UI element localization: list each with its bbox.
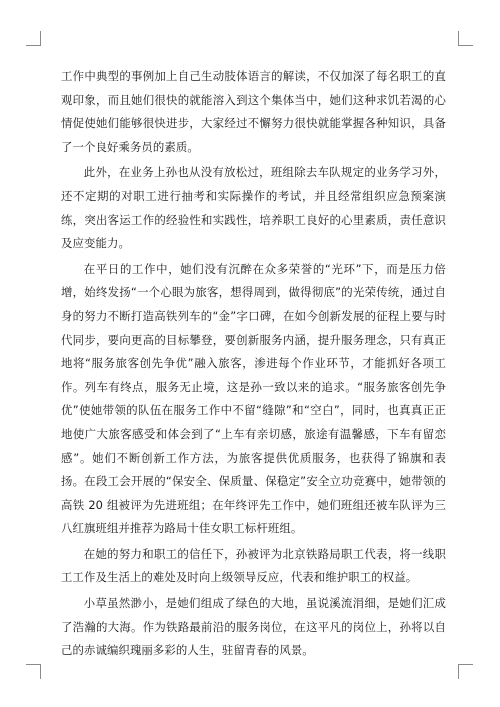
paragraph-4: 在她的努力和职工的信任下，孙被评为北京铁路局职工代表，将一线职工工作及生活上的难处及时向上级领导反应，代表和维护职工的权益。 xyxy=(61,546,446,585)
paragraph-2: 此外，在业务上孙也从没有放松过，班组除去车队规定的业务学习外，还不定期的对职工进行抽考和实际操作的考试，并且经常组织应急预案演练，突出客运工作的经验性和实践性，培养职工良好的心里素质，责任意识及应变能力。 xyxy=(61,165,446,251)
paragraph-1: 工作中典型的事例加上自己生动肢体语言的解读，不仅加深了每名职工的直观印象，而且她们很快的就能溶入到这个集体当中，她们这种求饥若渴的心情促使她们能够很快进步，大家经过不懈努力很快就能掌握各种知识，具备了一个良好乘务员的素质。 xyxy=(61,69,446,154)
paragraph-5: 小草虽然渺小，是她们组成了绿色的大地，虽说溪流涓细，是她们汇成了浩瀚的大海。作为铁路最前沿的服务岗位，在这平凡的岗位上，孙将以自己的赤诚编织瑰丽多彩的人生，驻留青春的风景。 xyxy=(61,596,446,658)
crop-mark-bottom-left xyxy=(26,664,41,679)
crop-mark-top-left xyxy=(26,31,41,46)
crop-mark-bottom-right xyxy=(458,664,473,679)
document-body xyxy=(61,65,446,665)
crop-mark-top-right xyxy=(458,31,473,46)
paragraph-3: 在平日的工作中，她们没有沉醉在众多荣誉的“光环”下，而是压力倍增，始终发扬“一个心眼为旅客，想得周到，做得彻底”的光荣传统，通过自身的努力不断打造高铁列车的“金”字口碑，在如今创新发展的征程上要与时代同步，要向更高的目标攀登，要创新服务内涵，提升服务理念，只有真正地将“服务旅客创先争优”融入旅客，渗进每个作业环节，才能抓好各项工作。列车有终点，服务无止境，这是孙一致以来的追求。“服务旅客创先争优”使她带领的队伍在服务工作中不留“缝隙”和“空白”，同时，也真真正正地使广大旅客感受和体会到了“上车有亲切感，旅途有温馨感，下车有留恋感”。她们不断创新工作方法，为旅客提供优质服务，也获得了锦旗和表扬。在段工会开展的“保安全、保质量、保稳定”安全立功竞赛中，她带领的高铁 20 组被评为先进班组；在年终评先工作中，她们班组还被车队评为三八红旗班组并推荐为路局十佳女职工标杆班组。 xyxy=(61,261,446,536)
